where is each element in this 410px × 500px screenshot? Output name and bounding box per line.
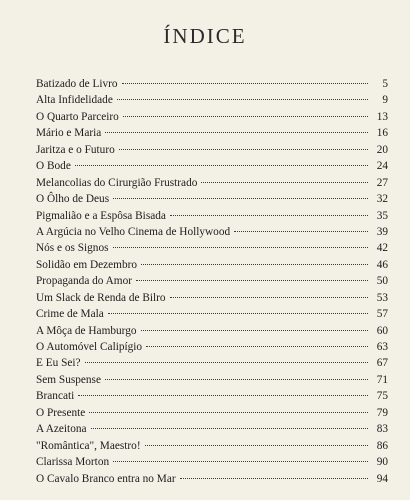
toc-entry-title: Melancolias do Cirurgião Frustrado: [36, 176, 198, 189]
dot-leader: [170, 215, 368, 216]
dot-leader: [113, 198, 368, 199]
toc-entry-title: Crime de Mala: [36, 308, 104, 321]
toc-entry-title: Mário e Maria: [36, 127, 102, 140]
toc-entry: [36, 388, 388, 404]
toc-entry: [36, 109, 388, 125]
toc-page-number: 27: [376, 176, 388, 189]
toc-page-number: 46: [376, 258, 388, 271]
toc-entry-title: Batizado de Livro: [36, 78, 118, 90]
dot-leader: [201, 182, 368, 183]
toc-entry: [36, 438, 388, 454]
dot-leader: [145, 445, 368, 446]
toc-page-number: 39: [376, 225, 388, 238]
toc-page-number: 63: [376, 341, 388, 353]
toc-entry-title: A Argúcia no Velho Cinema de Hollywood: [36, 225, 231, 238]
toc-page-number: 94: [376, 472, 388, 485]
toc-entry: [36, 273, 388, 289]
dot-leader: [105, 379, 368, 380]
toc-entry-title: O Cavalo Branco entra no Mar: [36, 472, 176, 485]
toc-page-number: 32: [376, 193, 388, 206]
dot-leader: [141, 264, 368, 265]
toc-entry: [36, 257, 388, 273]
dot-leader: [146, 346, 368, 347]
dot-leader: [141, 330, 368, 331]
toc-page-number: 53: [376, 291, 388, 304]
dot-leader: [234, 231, 368, 232]
toc-page-number: 35: [376, 209, 388, 222]
toc-page-number: 75: [376, 390, 388, 403]
toc-page-number: 67: [376, 357, 388, 370]
dot-leader: [170, 297, 368, 298]
table-of-contents: [36, 76, 388, 487]
dot-leader: [85, 362, 368, 363]
toc-page-number: 16: [376, 127, 388, 140]
toc-entry: [36, 323, 388, 339]
toc-page-number: 60: [376, 324, 388, 337]
toc-page-number: 86: [376, 439, 388, 452]
toc-entry: [36, 290, 388, 306]
toc-entry-title: Um Slack de Renda de Bilro: [36, 291, 166, 304]
dot-leader: [122, 83, 368, 84]
toc-page-number: 50: [376, 275, 388, 288]
dot-leader: [91, 428, 368, 429]
toc-entry-title: Alta Infidelidade: [36, 94, 113, 107]
toc-entry-title: O Automóvel Calipígio: [36, 341, 143, 353]
toc-entry-title: A Azeitona: [36, 423, 87, 436]
dot-leader: [75, 165, 368, 166]
toc-entry: [36, 76, 388, 92]
toc-entry: [36, 355, 388, 371]
dot-leader: [113, 247, 369, 248]
toc-entry-title: O Quarto Parceiro: [36, 110, 119, 123]
dot-leader: [136, 280, 368, 281]
toc-entry-title: E Eu Sei?: [36, 357, 81, 370]
dot-leader: [113, 461, 368, 462]
toc-entry-title: O Ôlho de Deus: [36, 193, 110, 206]
toc-entry: [36, 339, 388, 355]
toc-entry: [36, 372, 388, 388]
dot-leader: [117, 99, 368, 100]
toc-entry-title: Sem Suspense: [36, 373, 101, 386]
toc-entry-title: Propaganda do Amor: [36, 275, 133, 288]
dot-leader: [108, 313, 368, 314]
toc-entry-title: Nós e os Signos: [36, 242, 109, 255]
toc-page-number: 5: [382, 78, 388, 90]
toc-page-number: 24: [376, 160, 388, 173]
toc-entry: [36, 224, 388, 240]
toc-entry: [36, 191, 388, 207]
toc-entry: [36, 306, 388, 322]
toc-entry: [36, 125, 388, 141]
toc-page-number: 71: [376, 373, 388, 386]
toc-page-number: 42: [376, 242, 388, 255]
toc-entry: [36, 158, 388, 174]
toc-entry-title: "Romântica", Maestro!: [36, 439, 141, 452]
toc-page-number: 20: [376, 143, 388, 156]
toc-entry: [36, 240, 388, 256]
dot-leader: [78, 395, 368, 396]
toc-entry: [36, 208, 388, 224]
toc-entry-title: Jaritza e o Futuro: [36, 143, 115, 156]
toc-entry-title: O Bode: [36, 160, 71, 173]
toc-entry: [36, 454, 388, 470]
dot-leader: [180, 478, 368, 479]
page-title: ÍNDICE: [163, 24, 247, 48]
toc-page-number: 13: [376, 110, 388, 123]
toc-entry-title: Pigmalião e a Espôsa Bisada: [36, 209, 166, 222]
toc-page-number: 83: [376, 423, 388, 436]
toc-entry-title: A Môça de Hamburgo: [36, 324, 137, 337]
toc-page-number: 9: [382, 94, 388, 107]
toc-entry-title: Solidão em Dezembro: [36, 258, 138, 271]
toc-entry: [36, 92, 388, 108]
toc-entry-title: Brancati: [36, 390, 75, 403]
toc-entry: [36, 142, 388, 158]
toc-page-number: 57: [376, 308, 388, 321]
toc-entry: [36, 421, 388, 437]
toc-entry-title: O Presente: [36, 406, 86, 419]
dot-leader: [123, 116, 368, 117]
toc-page-number: 79: [376, 406, 388, 419]
toc-entry: [36, 405, 388, 421]
toc-entry: [36, 471, 388, 487]
dot-leader: [119, 149, 368, 150]
dot-leader: [89, 412, 368, 413]
toc-entry-title: Clarissa Morton: [36, 456, 110, 469]
dot-leader: [105, 132, 368, 133]
toc-page-number: 90: [376, 456, 388, 469]
toc-entry: [36, 175, 388, 191]
